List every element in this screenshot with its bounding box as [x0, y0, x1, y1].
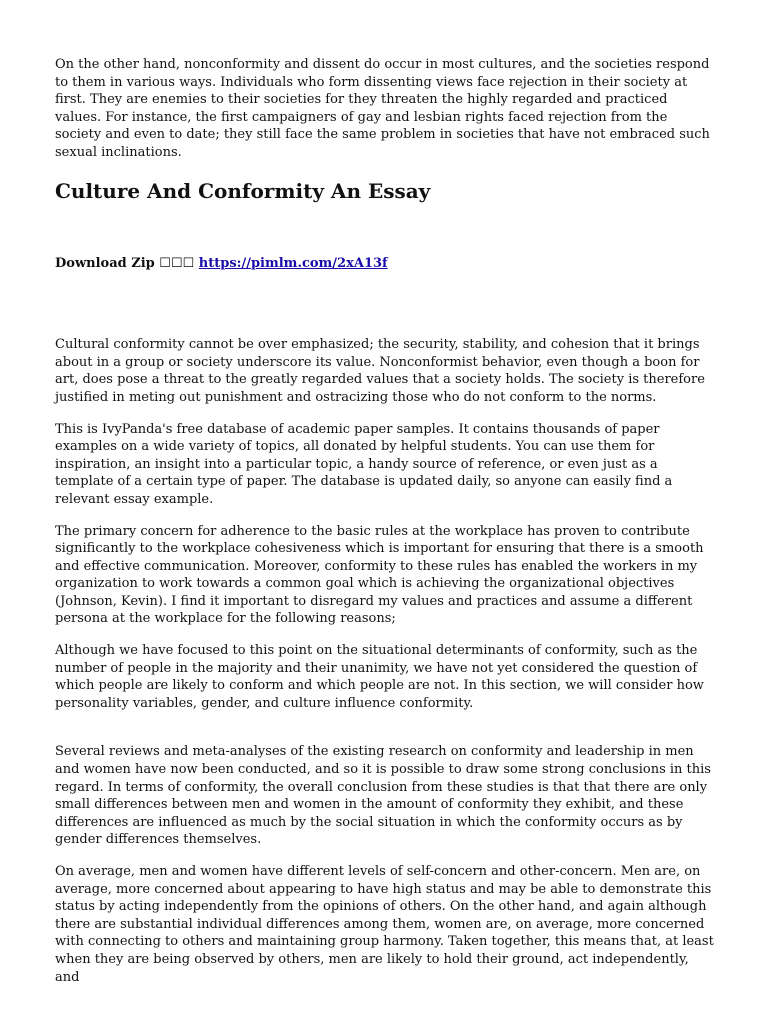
paragraph: This is IvyPanda's free database of academic paper samples. It contains thousands of paper examples on a wide variety of topics, all donated by helpful students. You can use them for inspiration, an insight into a particular topic, a handy source of reference, or even just as a template of a certain type of paper. The database is updated daily, so anyone can easily find a relevant essay example.	[55, 421, 673, 507]
intro-paragraph: On the other hand, nonconformity and dissent do occur in most cultures, and the societies respond to them in various ways. Individuals who form dissenting views face rejection in their society at first. They are enemies to their societies for they threaten the highly regarded and practiced values. For instance, the first campaigners of gay and lesbian rights faced rejection from the society and even to date; they still face the same problem in societies that have not embraced such sexual inclinations.	[55, 57, 710, 160]
page-title: Culture And Conformity An Essay	[55, 178, 431, 203]
paragraph: On average, men and women have different levels of self-concern and other-concern. Men are, on average, more concerned about appearing to have high status and may be able to demonstrate this status by acting independently from the opinions of others. On the other hand, and again although there are substantial individual differences among them, women are, on average, more concerned with connecting to others and maintaining group harmony. Taken together, this means that, at least when they are being observed by others, men are likely to hold their ground, act independently, and	[55, 864, 714, 985]
paragraph: Although we have focused to this point on the situational determinants of conformity, such as the number of people in the majority and their unanimity, we have not yet considered the question of which people are likely to conform and which people are not. In this section, we will consider how personality variables, gender, and culture influence conformity.	[55, 643, 704, 711]
download-link[interactable]: https://pimlm.com/2xA13f	[198, 255, 388, 271]
article-body	[55, 336, 717, 986]
paragraph: The primary concern for adherence to the basic rules at the workplace has proven to contribute significantly to the workplace cohesiveness which is important for ensuring that there is a smooth and effective communication. Moreover, conformity to these rules has enabled the workers in my organization to work towards a common goal which is achieving the organizational objectives (Johnson, Kevin). I find it important to disregard my values and practices and assume a different persona at the workplace for the following reasons;	[55, 523, 704, 627]
document-page	[55, 56, 717, 1000]
arrow-icon: ☐☐☐	[159, 255, 195, 271]
paragraph: Cultural conformity cannot be over emphasized; the security, stability, and cohesion that it brings about in a group or society underscore its value. Nonconformist behavior, even though a boon for art, does pose a threat to the greatly regarded values that a society holds. The society is therefore justified in meting out punishment and ostracizing those who do not conform to the norms.	[55, 337, 705, 405]
paragraph: Several reviews and meta-analyses of the existing research on conformity and leadership in men and women have now been conducted, and so it is possible to draw some strong conclusions in this regard. In terms of conformity, the overall conclusion from these studies is that that there are only small differences between men and women in the amount of conformity they exhibit, and these differences are influenced as much by the social situation in which the conformity occurs as by gender differences themselves.	[55, 744, 711, 848]
download-line	[55, 255, 717, 273]
download-label: Download Zip	[55, 255, 155, 271]
